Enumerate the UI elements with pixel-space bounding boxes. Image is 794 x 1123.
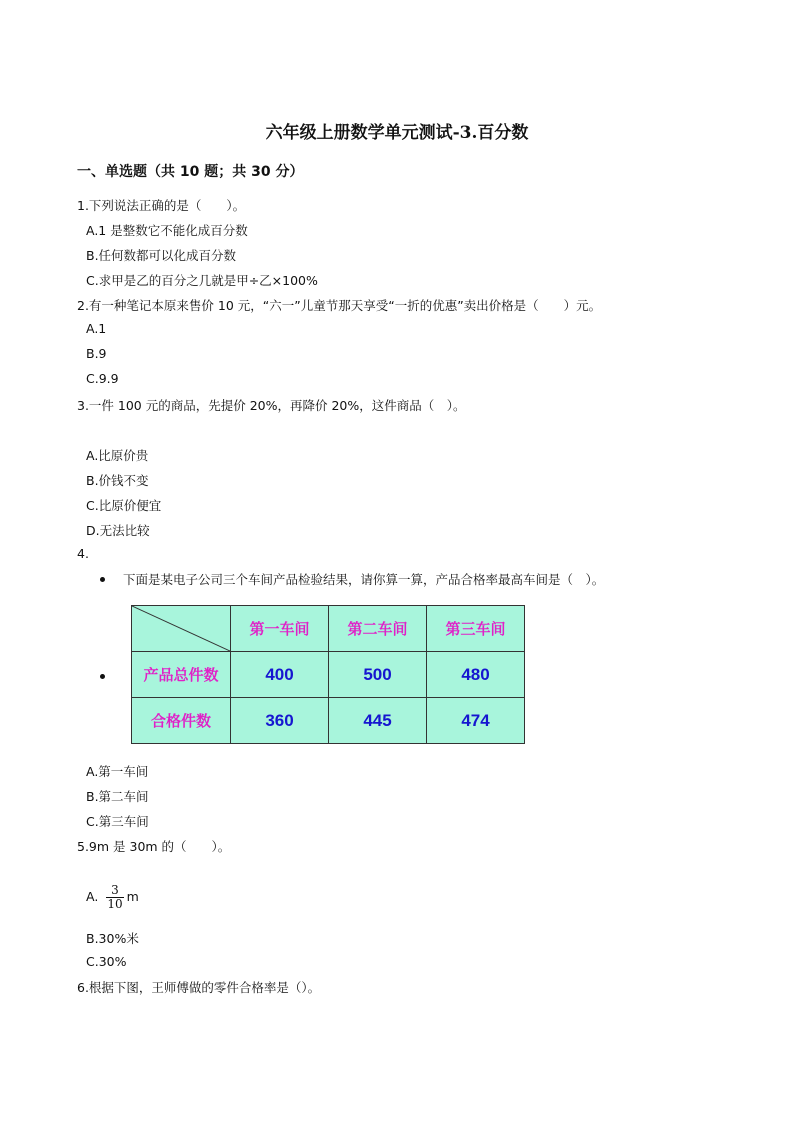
bullet-icon <box>100 577 105 582</box>
question-4-option-c[interactable]: C.第三车间 <box>86 814 149 829</box>
question-1-option-c[interactable]: C.求甲是乙的百分之几就是甲÷乙×100% <box>86 273 318 288</box>
question-2-option-b[interactable]: B.9 <box>86 346 107 361</box>
table-header-workshop-3: 第三车间 <box>427 606 525 652</box>
table-cell: 445 <box>329 698 427 744</box>
question-5-option-a[interactable] <box>86 884 139 911</box>
question-1-stem: 1.下列说法正确的是（ ）。 <box>77 198 246 213</box>
question-3-option-d[interactable]: D.无法比较 <box>86 523 150 538</box>
table-row-label-qualified: 合格件数 <box>132 698 231 744</box>
table-cell: 400 <box>231 652 329 698</box>
question-2-stem: 2.有一种笔记本原来售价 10 元，“六一”儿童节那天享受“一折的优惠”卖出价格是（ ）元。 <box>77 298 602 313</box>
question-3-option-b[interactable]: B.价钱不变 <box>86 473 149 488</box>
inspection-results-table <box>131 605 525 744</box>
table-header-workshop-1: 第一车间 <box>231 606 329 652</box>
table-cell: 480 <box>427 652 525 698</box>
question-1-option-a[interactable]: A.1 是整数它不能化成百分数 <box>86 223 248 238</box>
question-4-number: 4. <box>77 546 89 561</box>
fraction <box>106 884 123 911</box>
question-4-stem: 下面是某电子公司三个车间产品检验结果，请你算一算，产品合格率最高车间是（ ）。 <box>123 572 605 587</box>
question-5-option-c[interactable]: C.30% <box>86 954 127 969</box>
question-3-option-a[interactable]: A.比原价贵 <box>86 448 149 463</box>
question-3-option-c[interactable]: C.比原价便宜 <box>86 498 162 513</box>
table-cell: 360 <box>231 698 329 744</box>
question-5-option-b[interactable]: B.30%米 <box>86 931 139 946</box>
section-heading: 一、单选题（共 10 题；共 30 分） <box>77 164 304 180</box>
question-5-stem: 5.9m 是 30m 的（ ）。 <box>77 839 231 854</box>
question-1-option-b[interactable]: B.任何数都可以化成百分数 <box>86 248 237 263</box>
table-header-workshop-2: 第二车间 <box>329 606 427 652</box>
table-row-label-total: 产品总件数 <box>132 652 231 698</box>
diagonal-line-icon <box>132 606 230 651</box>
question-3-stem: 3.一件 100 元的商品，先提价 20%，再降价 20%，这件商品（ ）。 <box>77 398 466 413</box>
question-2-option-c[interactable]: C.9.9 <box>86 371 119 386</box>
table-cell: 500 <box>329 652 427 698</box>
table-corner-cell <box>132 606 231 652</box>
question-4-option-b[interactable]: B.第二车间 <box>86 789 149 804</box>
option-a-unit: m <box>126 889 139 904</box>
fraction-denominator: 10 <box>107 897 123 911</box>
bullet-icon <box>100 674 105 679</box>
question-6-stem: 6.根据下图，王师傅做的零件合格率是（）。 <box>77 980 321 995</box>
question-2-option-a[interactable]: A.1 <box>86 321 107 336</box>
fraction-numerator: 3 <box>106 884 123 898</box>
page-title: 六年级上册数学单元测试-3.百分数 <box>265 123 529 143</box>
option-a-prefix: A. <box>86 889 99 904</box>
question-4-option-a[interactable]: A.第一车间 <box>86 764 149 779</box>
table-cell: 474 <box>427 698 525 744</box>
